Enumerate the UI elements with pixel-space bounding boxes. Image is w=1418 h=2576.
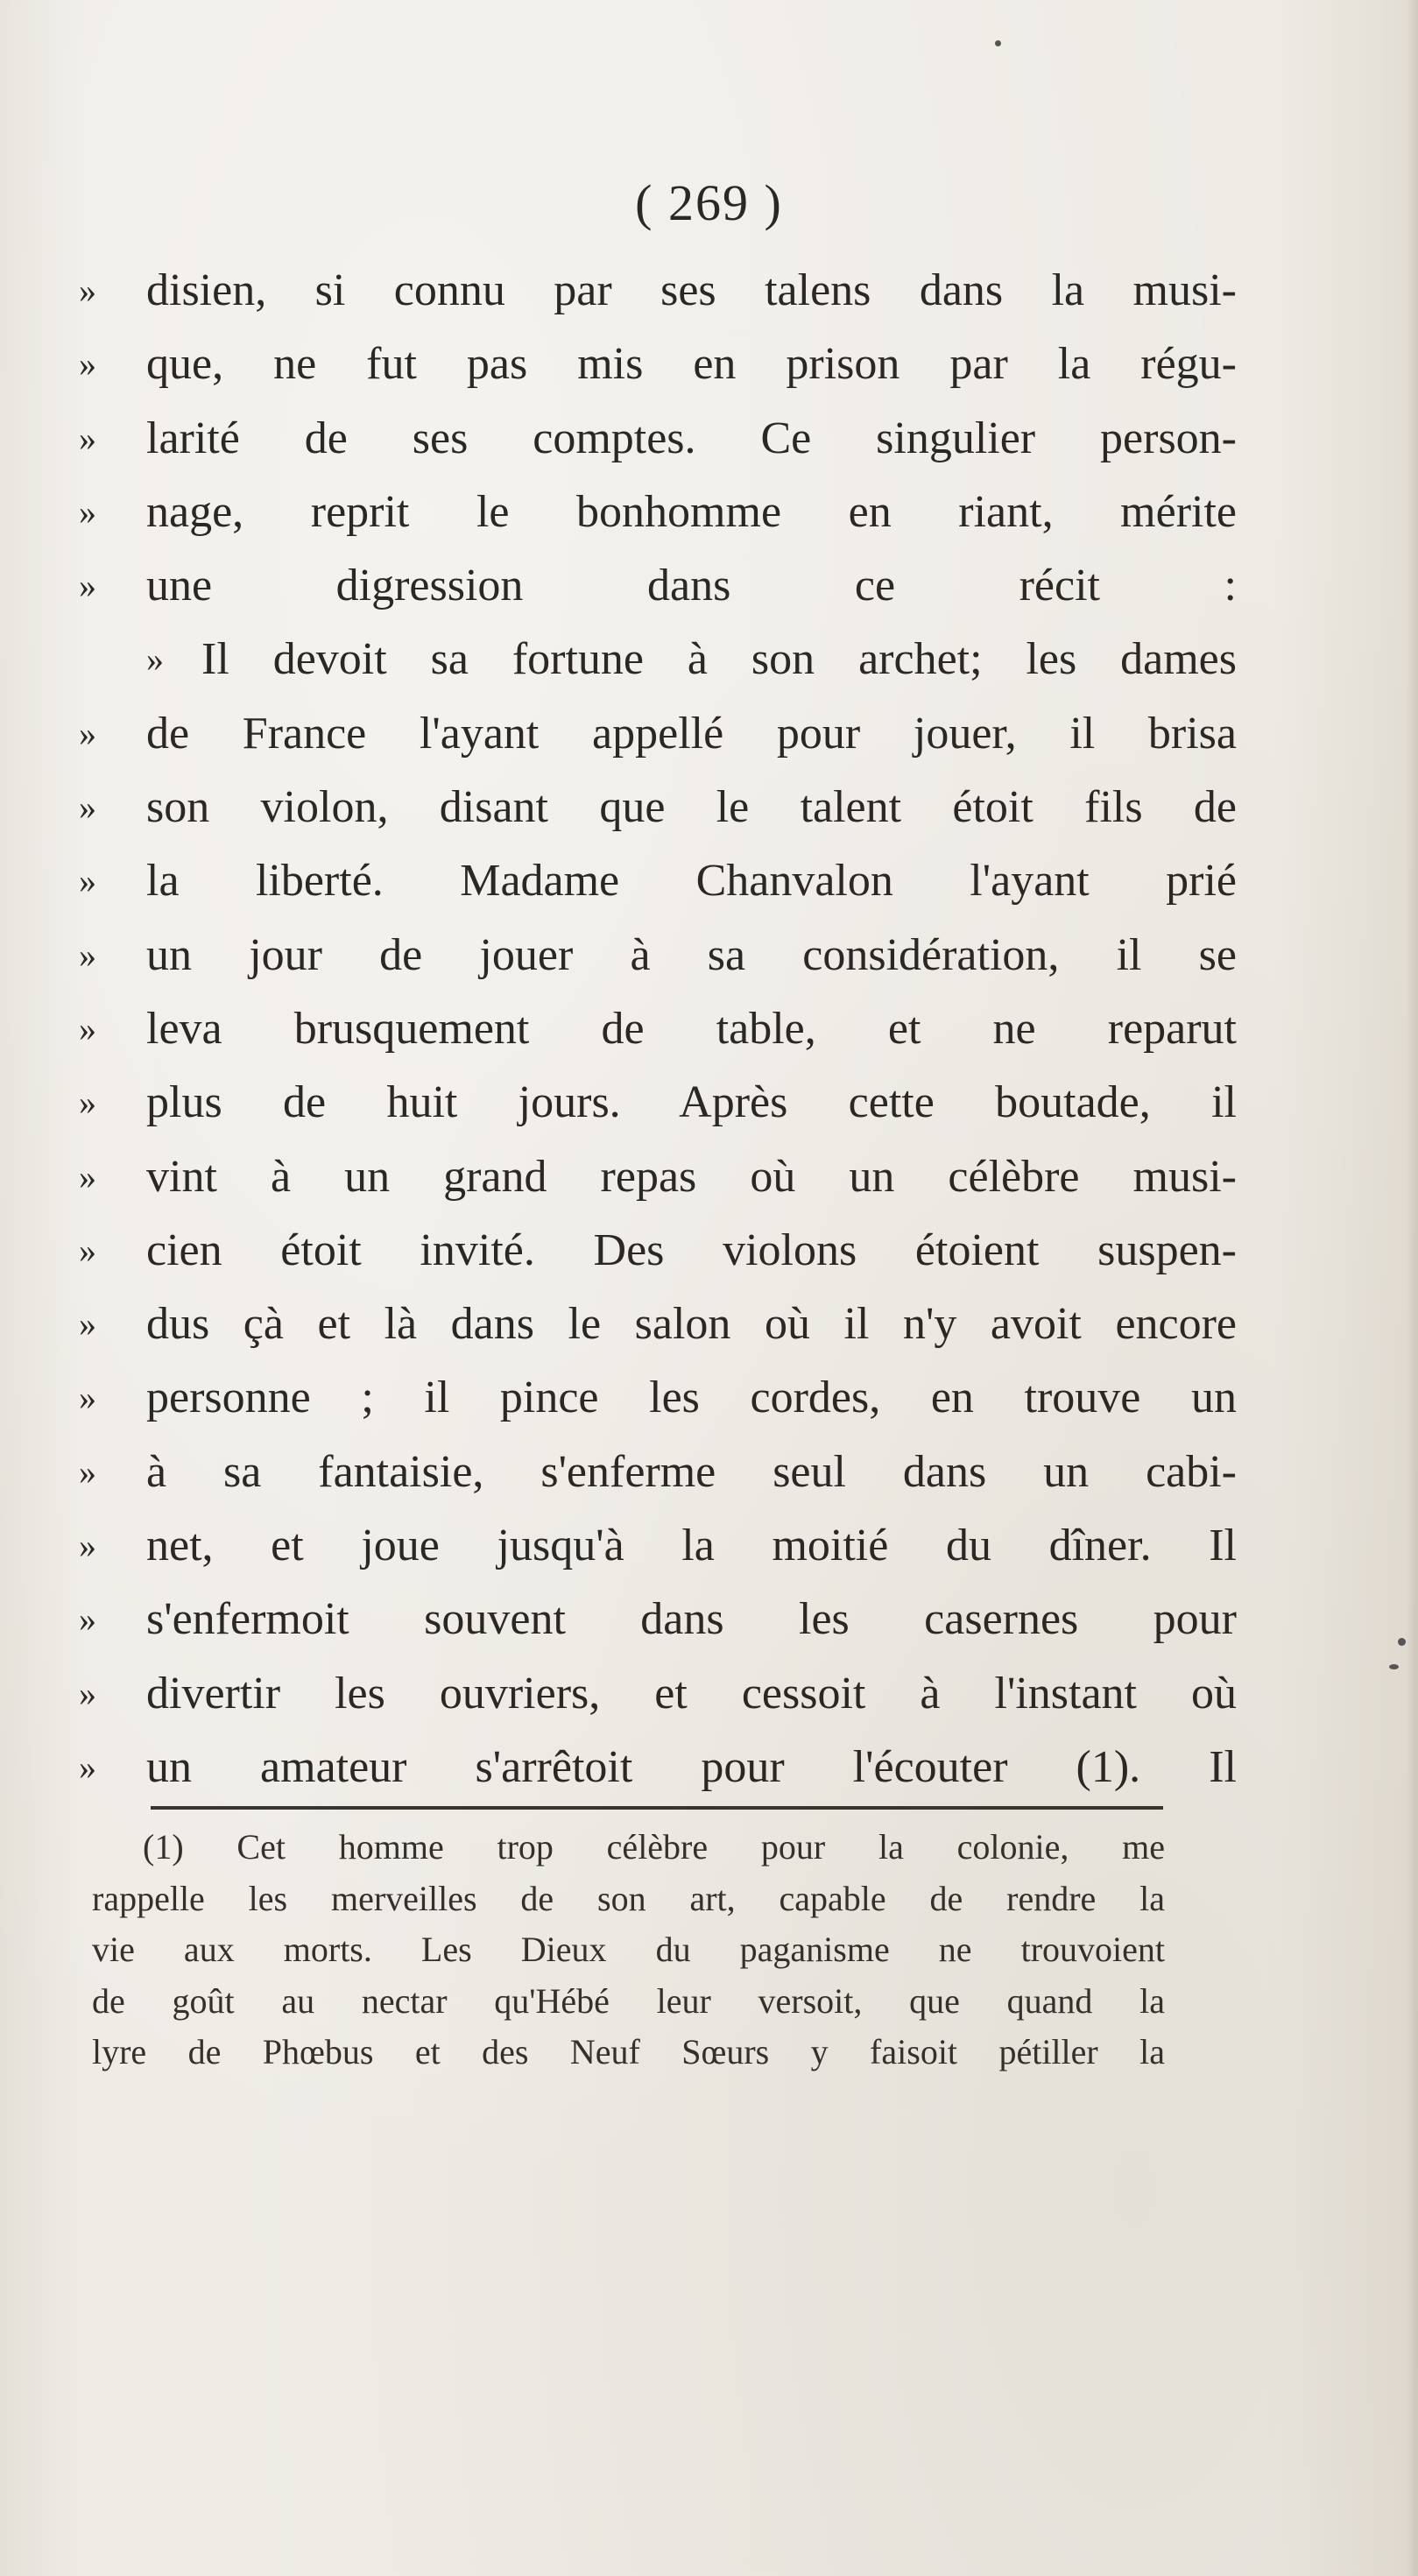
line-text: larité de ses comptes. Ce singulier person-	[146, 413, 1237, 463]
page-number: ( 269 )	[635, 174, 783, 231]
text-line	[79, 771, 1237, 844]
line-text: net, et joue jusqu'à la moitié du dîner. Il	[146, 1521, 1237, 1571]
guillemet-mark: »	[79, 1156, 96, 1196]
line-text: un amateur s'arrêtoit pour l'écouter (1). Il	[146, 1741, 1237, 1792]
line-text: que, ne fut pas mis en prison par la régu-	[146, 339, 1237, 390]
line-text: disien, si connu par ses talens dans la musi-	[146, 265, 1237, 315]
guillemet-mark: »	[79, 566, 96, 606]
text-line	[79, 697, 1237, 771]
text-line	[79, 919, 1237, 992]
guillemet-mark: »	[79, 344, 96, 385]
line-text: nage, reprit le bonhomme en riant, mérite	[146, 486, 1237, 537]
guillemet-mark: »	[146, 639, 164, 680]
guillemet-mark: »	[79, 1599, 96, 1640]
line-text: de France l'ayant appellé pour jouer, il brisa	[146, 708, 1237, 759]
text-line	[79, 1214, 1237, 1288]
line-text: vint à un grand repas où un célèbre musi-	[146, 1151, 1237, 1202]
text-line	[79, 1731, 1237, 1804]
text-line	[79, 1436, 1237, 1509]
line-text: la liberté. Madame Chanvalon l'ayant prié	[146, 856, 1237, 907]
line-text: cien étoit invité. Des violons étoient suspen-	[146, 1224, 1237, 1275]
text-line	[79, 623, 1237, 696]
text-line	[79, 254, 1237, 328]
text-line	[79, 1140, 1237, 1214]
footnote-line: lyre de Phœbus et des Neuf Sœurs y faisoit pétiller la	[92, 2032, 1165, 2071]
guillemet-mark: »	[79, 1304, 96, 1344]
guillemet-mark: »	[79, 1747, 96, 1787]
guillemet-mark: »	[79, 491, 96, 532]
line-text: son violon, disant que le talent étoit fils de	[146, 782, 1237, 833]
text-line	[79, 1288, 1237, 1361]
guillemet-mark: »	[79, 861, 96, 901]
footnote-block	[92, 1822, 1165, 2078]
line-text: dus çà et là dans le salon où il n'y avoit encore	[146, 1299, 1237, 1350]
page-edge-shadow	[1406, 0, 1418, 2576]
line-text: plus de huit jours. Après cette boutade, il	[146, 1077, 1237, 1128]
guillemet-mark: »	[79, 1378, 96, 1418]
footnote-line: de goût au nectar qu'Hébé leur versoit, que quand la	[92, 1980, 1165, 2021]
guillemet-mark: »	[79, 418, 96, 458]
guillemet-mark: »	[79, 1008, 96, 1048]
text-line	[79, 1509, 1237, 1583]
line-text: Il devoit sa fortune à son archet; les dames	[201, 634, 1237, 685]
line-text: s'enfermoit souvent dans les casernes pour	[146, 1594, 1237, 1645]
text-line	[79, 328, 1237, 401]
guillemet-mark: »	[79, 935, 96, 975]
guillemet-mark: »	[79, 1451, 96, 1492]
guillemet-mark: »	[79, 1083, 96, 1123]
text-line	[79, 476, 1237, 549]
footnote-separator-rule	[151, 1806, 1163, 1810]
text-line	[79, 1583, 1237, 1656]
text-line	[79, 1657, 1237, 1731]
text-line	[79, 1361, 1237, 1435]
line-text: leva brusquement de table, et ne reparut	[146, 1003, 1237, 1054]
guillemet-mark: »	[79, 271, 96, 310]
line-text: un jour de jouer à sa considération, il se	[146, 929, 1237, 980]
guillemet-mark: »	[79, 1673, 96, 1713]
text-line	[79, 549, 1237, 623]
line-text: personne ; il pince les cordes, en trouve un	[146, 1373, 1237, 1423]
line-text: divertir les ouvriers, et cessoit à l'instant où	[146, 1668, 1237, 1719]
paper-speck	[995, 40, 1001, 46]
text-line	[79, 844, 1237, 918]
paper-speck	[1398, 1638, 1406, 1646]
main-text-block	[79, 254, 1237, 1804]
line-text: à sa fantaisie, s'enferme seul dans un cabi-	[146, 1446, 1237, 1497]
text-line	[79, 992, 1237, 1066]
line-text: une digression dans ce récit :	[146, 561, 1237, 611]
footnote-line: vie aux morts. Les Dieux du paganisme ne trouvoient	[92, 1930, 1165, 1969]
text-line	[79, 1066, 1237, 1140]
guillemet-mark: »	[79, 1230, 96, 1270]
footnote-line: (1) Cet homme trop célèbre pour la colonie, me	[143, 1827, 1165, 1867]
guillemet-mark: »	[79, 713, 96, 753]
paper-speck	[1389, 1664, 1399, 1669]
text-line	[79, 402, 1237, 476]
guillemet-mark: »	[79, 787, 96, 828]
footnote-line: rappelle les merveilles de son art, capable de rendre la	[92, 1878, 1165, 1918]
guillemet-mark: »	[79, 1526, 96, 1566]
